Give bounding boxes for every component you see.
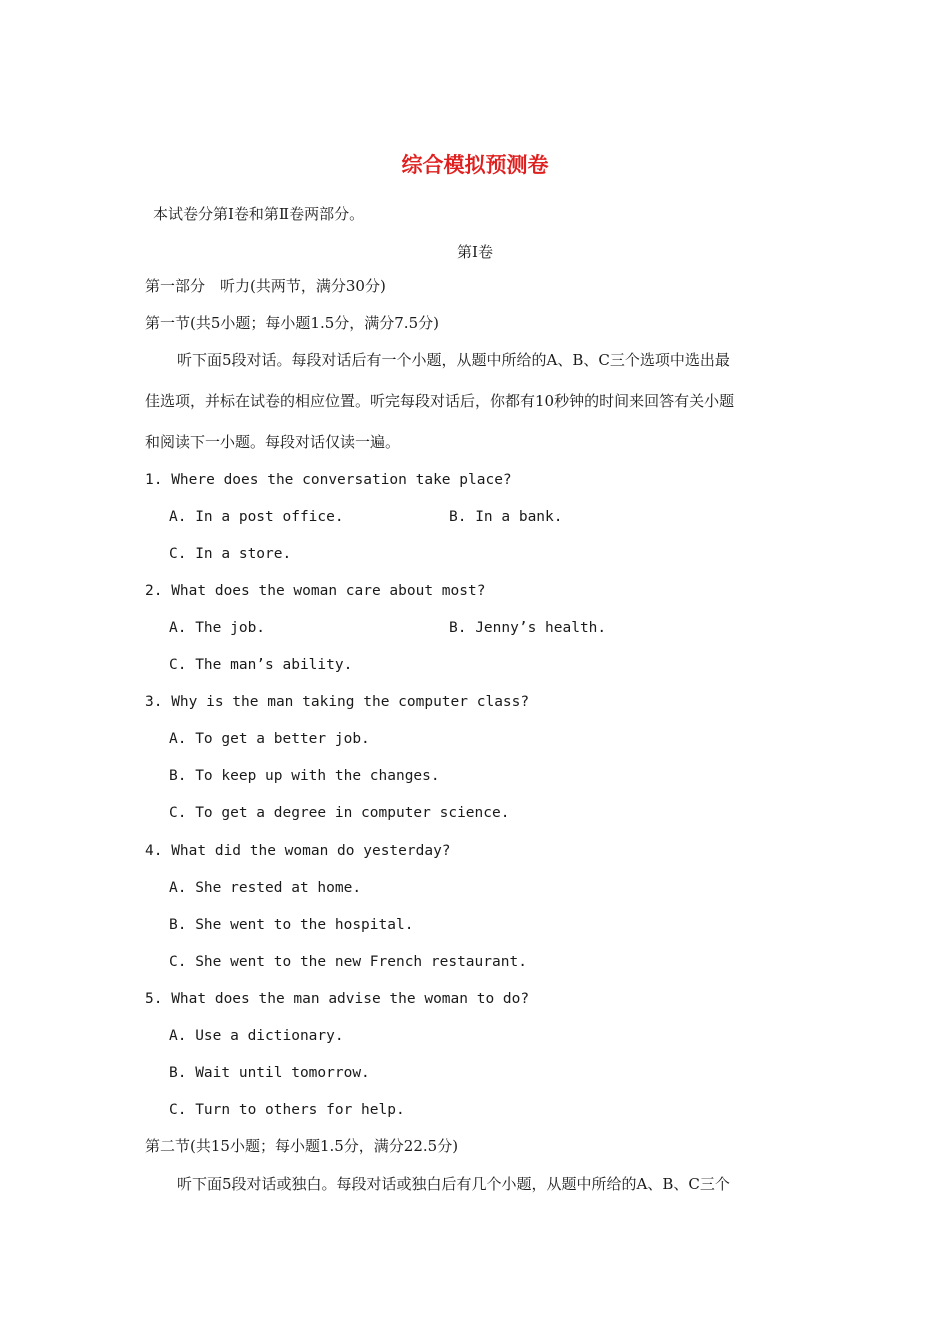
- question-2: 2. What does the woman care about most?: [145, 583, 486, 599]
- intro-text: 本试卷分第Ⅰ卷和第Ⅱ卷两部分。: [153, 205, 365, 223]
- section1-instruction-line3: 和阅读下一小题。每段对话仅读一遍。: [145, 433, 401, 451]
- question-1-option-c: C. In a store.: [169, 546, 292, 562]
- section2-instruction: 听下面5段对话或独白。每段对话或独白后有几个小题，从题中所给的A、B、C三个: [177, 1175, 730, 1193]
- question-2-option-b: B. Jenny’s health.: [449, 620, 607, 636]
- question-5-option-a: A. Use a dictionary.: [169, 1028, 344, 1044]
- question-3-option-c: C. To get a degree in computer science.: [169, 805, 510, 821]
- question-4-option-a: A. She rested at home.: [169, 880, 362, 896]
- question-3-option-a: A. To get a better job.: [169, 731, 370, 747]
- section1-instruction-line2: 佳选项，并标在试卷的相应位置。听完每段对话后，你都有10秒钟的时间来回答有关小题: [145, 392, 735, 410]
- question-3-option-b: B. To keep up with the changes.: [169, 768, 440, 784]
- part-heading: 第一部分 听力(共两节，满分30分): [145, 277, 386, 295]
- question-5: 5. What does the man advise the woman to do?: [145, 991, 530, 1007]
- question-1-option-b: B. In a bank.: [449, 509, 563, 525]
- section2-heading: 第二节(共15小题；每小题1.5分，满分22.5分): [145, 1137, 459, 1155]
- section1-instruction-line1: 听下面5段对话。每段对话后有一个小题，从题中所给的A、B、C三个选项中选出最: [177, 351, 730, 369]
- question-4-option-c: C. She went to the new French restaurant.: [169, 954, 527, 970]
- question-5-option-b: B. Wait until tomorrow.: [169, 1065, 370, 1081]
- question-3: 3. Why is the man taking the computer class?: [145, 694, 530, 710]
- question-2-option-c: C. The man’s ability.: [169, 657, 353, 673]
- document-title: 综合模拟预测卷: [401, 152, 549, 177]
- question-4: 4. What did the woman do yesterday?: [145, 843, 451, 859]
- volume-heading: 第Ⅰ卷: [457, 243, 493, 261]
- question-2-option-a: A. The job.: [169, 620, 266, 636]
- question-1-option-a: A. In a post office.: [169, 509, 344, 525]
- section1-heading: 第一节(共5小题；每小题1.5分，满分7.5分): [145, 314, 439, 332]
- question-5-option-c: C. Turn to others for help.: [169, 1102, 405, 1118]
- question-1: 1. Where does the conversation take place?: [145, 472, 512, 488]
- question-4-option-b: B. She went to the hospital.: [169, 917, 414, 933]
